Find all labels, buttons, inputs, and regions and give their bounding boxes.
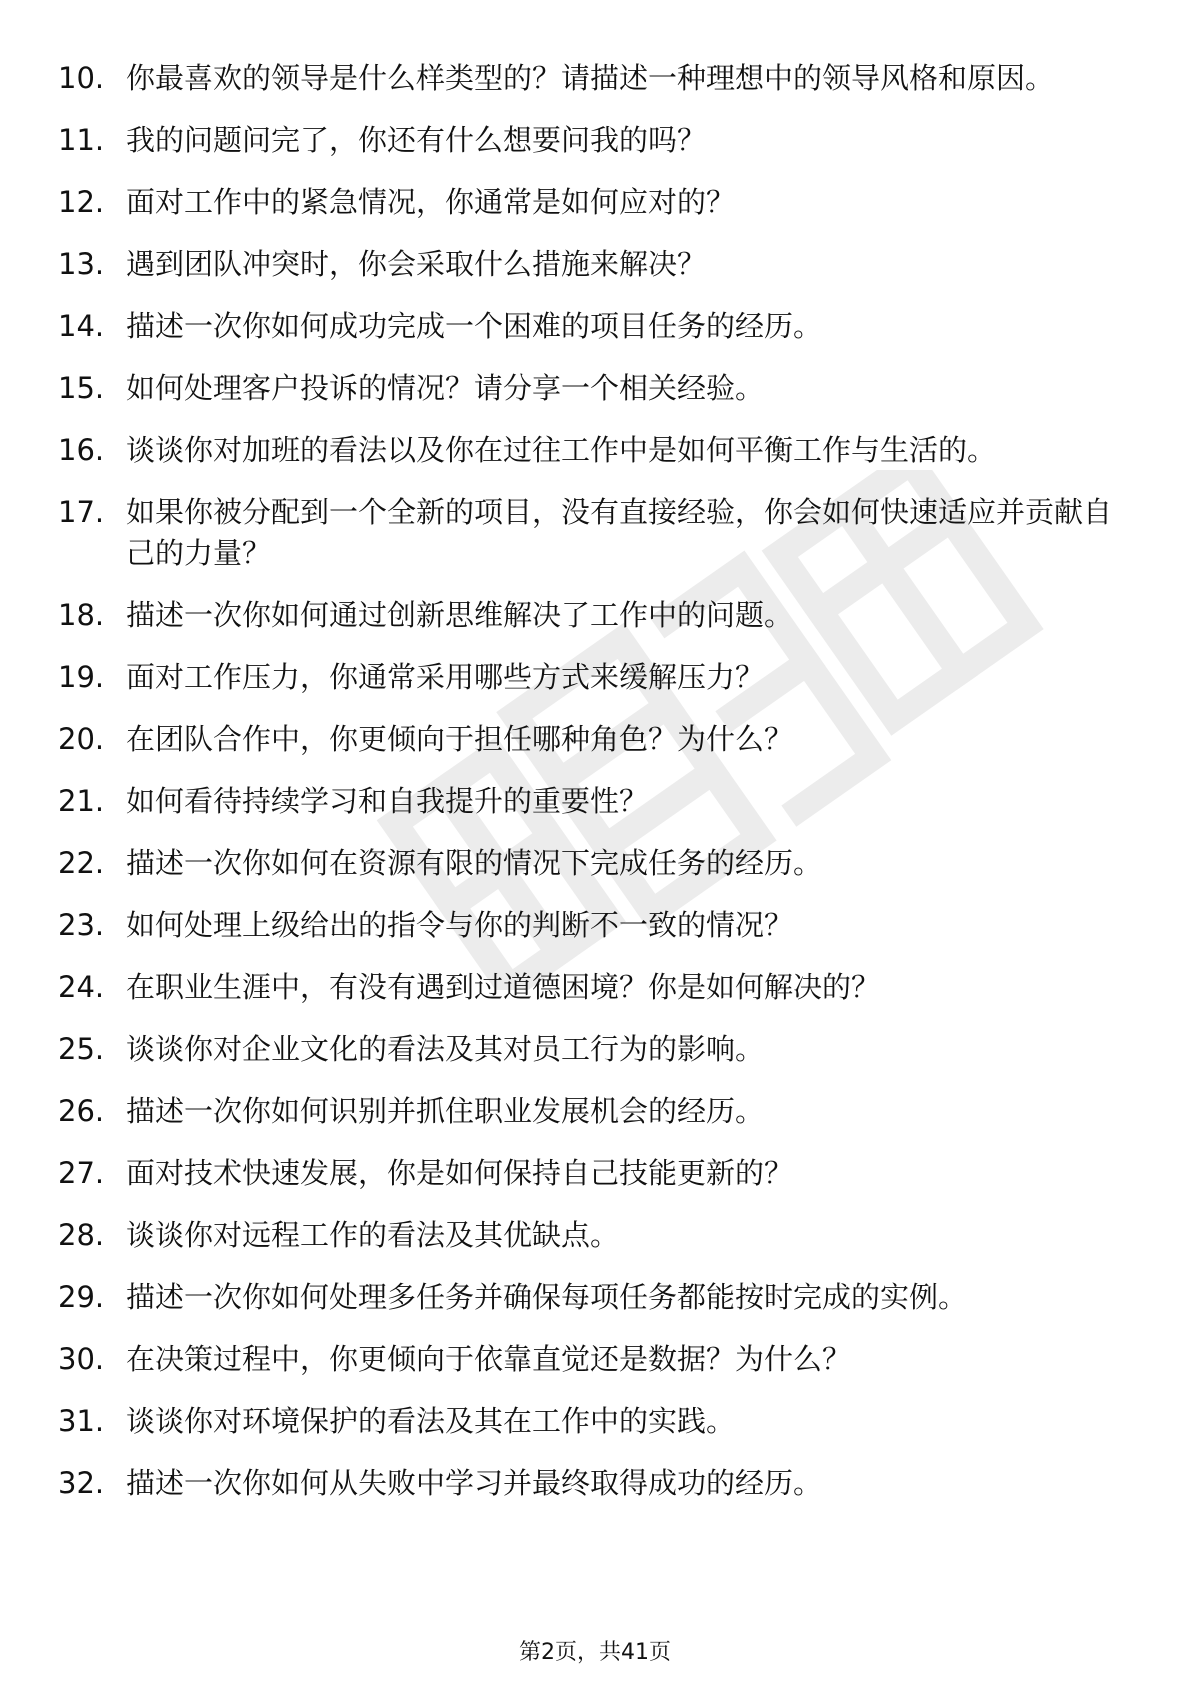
question-number: 22. (58, 846, 105, 880)
question-number: 20. (58, 722, 105, 756)
question-item (0, 368, 1190, 409)
question-list (0, 58, 1190, 1525)
question-text: 如果你被分配到一个全新的项目，没有直接经验，你会如何快速适应并贡献自己的力量？ (126, 495, 1113, 570)
question-item (0, 244, 1190, 285)
question-text: 如何看待持续学习和自我提升的重要性？ (126, 784, 649, 818)
question-item (0, 182, 1190, 223)
question-number: 23. (58, 908, 105, 942)
question-number: 16. (58, 433, 105, 467)
question-number: 13. (58, 247, 105, 281)
question-number: 19. (58, 660, 105, 694)
question-text: 在团队合作中，你更倾向于担任哪种角色？为什么？ (126, 722, 794, 756)
question-item (0, 657, 1190, 698)
question-number: 14. (58, 309, 105, 343)
question-text: 描述一次你如何处理多任务并确保每项任务都能按时完成的实例。 (126, 1280, 968, 1314)
question-number: 26. (58, 1094, 105, 1128)
question-text: 你最喜欢的领导是什么样类型的？请描述一种理想中的领导风格和原因。 (126, 61, 1055, 95)
question-item (0, 1029, 1190, 1070)
question-text: 描述一次你如何通过创新思维解决了工作中的问题。 (126, 598, 794, 632)
question-text: 描述一次你如何从失败中学习并最终取得成功的经历。 (126, 1466, 823, 1500)
question-item (0, 1277, 1190, 1318)
question-item (0, 120, 1190, 161)
page-footer: 第2页，共41页 (519, 1640, 671, 1665)
question-number: 18. (58, 598, 105, 632)
question-number: 32. (58, 1466, 105, 1500)
question-text: 如何处理上级给出的指令与你的判断不一致的情况？ (126, 908, 794, 942)
question-number: 17. (58, 495, 105, 529)
question-item (0, 492, 1190, 574)
question-item (0, 1401, 1190, 1442)
question-number: 21. (58, 784, 105, 818)
question-number: 11. (58, 123, 105, 157)
question-number: 10. (58, 61, 105, 95)
question-number: 31. (58, 1404, 105, 1438)
question-item (0, 967, 1190, 1008)
question-number: 29. (58, 1280, 105, 1314)
question-number: 12. (58, 185, 105, 219)
question-item (0, 58, 1190, 99)
question-item (0, 595, 1190, 636)
question-text: 描述一次你如何识别并抓住职业发展机会的经历。 (126, 1094, 765, 1128)
question-item (0, 1153, 1190, 1194)
question-text: 描述一次你如何在资源有限的情况下完成任务的经历。 (126, 846, 823, 880)
question-item (0, 843, 1190, 884)
question-text: 在职业生涯中，有没有遇到过道德困境？你是如何解决的？ (126, 970, 881, 1004)
question-text: 谈谈你对环境保护的看法及其在工作中的实践。 (126, 1404, 736, 1438)
question-number: 24. (58, 970, 105, 1004)
question-text: 谈谈你对远程工作的看法及其优缺点。 (126, 1218, 620, 1252)
question-item (0, 430, 1190, 471)
question-text: 如何处理客户投诉的情况？请分享一个相关经验。 (126, 371, 765, 405)
question-number: 27. (58, 1156, 105, 1190)
question-text: 描述一次你如何成功完成一个困难的项目任务的经历。 (126, 309, 823, 343)
question-number: 28. (58, 1218, 105, 1252)
question-item (0, 1463, 1190, 1504)
question-text: 谈谈你对企业文化的看法及其对员工行为的影响。 (126, 1032, 765, 1066)
question-item (0, 1215, 1190, 1256)
question-item (0, 781, 1190, 822)
question-text: 面对工作压力，你通常采用哪些方式来缓解压力？ (126, 660, 765, 694)
question-item (0, 306, 1190, 347)
question-text: 我的问题问完了，你还有什么想要问我的吗？ (126, 123, 707, 157)
question-number: 15. (58, 371, 105, 405)
question-item (0, 1091, 1190, 1132)
question-number: 30. (58, 1342, 105, 1376)
question-item (0, 1339, 1190, 1380)
question-number: 25. (58, 1032, 105, 1066)
question-text: 面对技术快速发展，你是如何保持自己技能更新的？ (126, 1156, 794, 1190)
question-item (0, 719, 1190, 760)
question-text: 在决策过程中，你更倾向于依靠直觉还是数据？为什么？ (126, 1342, 852, 1376)
question-item (0, 905, 1190, 946)
question-text: 谈谈你对加班的看法以及你在过往工作中是如何平衡工作与生活的。 (126, 433, 997, 467)
question-text: 面对工作中的紧急情况，你通常是如何应对的？ (126, 185, 736, 219)
question-text: 遇到团队冲突时，你会采取什么措施来解决？ (126, 247, 707, 281)
